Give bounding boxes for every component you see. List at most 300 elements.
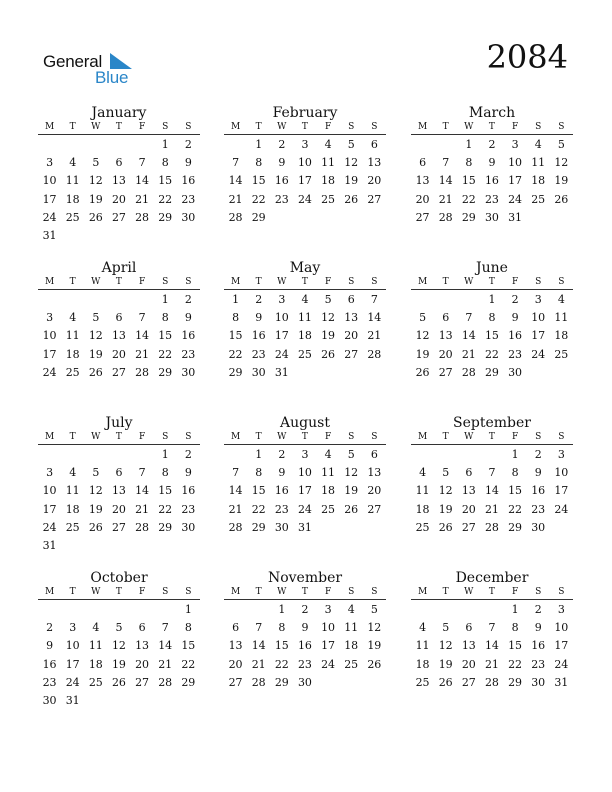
day-cell: 29	[158, 520, 173, 534]
weekday-header-row	[411, 431, 573, 445]
day-cell: 9	[511, 311, 519, 325]
weekday-header: T	[442, 587, 449, 597]
day-cell: 27	[111, 520, 126, 534]
day-cell: 16	[508, 329, 523, 343]
weekday-header: S	[535, 277, 542, 287]
day-cell: 20	[367, 174, 382, 188]
day-cell: 19	[111, 657, 126, 671]
day-cell: 7	[255, 621, 263, 635]
day-cell: 8	[184, 621, 192, 635]
weekday-header-row	[38, 586, 200, 600]
day-cell: 7	[232, 156, 240, 170]
weekday-header-row	[411, 121, 573, 135]
weekday-header: T	[115, 277, 122, 287]
day-cell: 5	[92, 311, 100, 325]
day-cell: 5	[115, 621, 123, 635]
day-cell: 23	[42, 675, 57, 689]
weekday-header: S	[535, 432, 542, 442]
day-cell: 12	[321, 311, 336, 325]
day-cell: 22	[461, 192, 476, 206]
day-cell: 24	[42, 520, 57, 534]
day-cell: 28	[135, 520, 150, 534]
day-cell: 16	[484, 174, 499, 188]
empty-day-cell	[61, 448, 84, 466]
weekday-header: T	[301, 432, 308, 442]
weekday-header: F	[138, 122, 146, 132]
day-cell: 14	[158, 639, 173, 653]
weekday-header: T	[115, 122, 122, 132]
day-cell: 7	[232, 466, 240, 480]
day-cell: 29	[251, 520, 266, 534]
day-cell: 6	[115, 311, 123, 325]
day-cell: 11	[415, 639, 430, 653]
day-cell: 18	[415, 657, 430, 671]
day-cell: 15	[228, 329, 243, 343]
day-cell: 23	[274, 192, 289, 206]
day-cell: 18	[531, 174, 546, 188]
day-cell: 12	[88, 174, 103, 188]
weekday-header: T	[255, 277, 262, 287]
day-cell: 8	[255, 466, 263, 480]
day-cell: 1	[465, 138, 473, 151]
day-cell: 22	[181, 657, 196, 671]
day-cell: 5	[324, 293, 332, 306]
day-cell: 16	[531, 484, 546, 498]
weekday-header: T	[255, 432, 262, 442]
day-cell: 18	[344, 639, 359, 653]
weekday-header: M	[230, 122, 241, 132]
weekday-header: F	[511, 587, 519, 597]
empty-day-cell	[84, 293, 107, 311]
day-cell: 11	[65, 484, 80, 498]
day-cell: 2	[278, 448, 286, 461]
weekday-header: W	[464, 122, 474, 132]
day-cell: 30	[181, 210, 196, 224]
day-cell: 2	[534, 448, 542, 461]
day-cell: 31	[297, 520, 312, 534]
empty-day-cell	[480, 603, 503, 621]
empty-day-cell	[107, 448, 130, 466]
day-cell: 19	[415, 347, 430, 361]
day-cell: 20	[111, 502, 126, 516]
day-cell: 21	[251, 657, 266, 671]
day-cell: 2	[534, 603, 542, 616]
day-cell: 21	[484, 657, 499, 671]
day-cell: 6	[115, 156, 123, 170]
day-cell: 5	[347, 448, 355, 461]
day-cell: 18	[65, 347, 80, 361]
weekday-header: T	[442, 277, 449, 287]
day-cell: 2	[488, 138, 496, 151]
day-cell: 25	[65, 365, 80, 379]
month-title: January	[91, 105, 147, 121]
day-cell: 13	[438, 329, 453, 343]
day-cell: 2	[46, 621, 54, 635]
weekday-header: S	[371, 122, 378, 132]
day-cell: 21	[228, 192, 243, 206]
day-cell: 18	[321, 484, 336, 498]
day-cell: 29	[508, 675, 523, 689]
day-cell: 25	[65, 210, 80, 224]
day-cell: 22	[508, 657, 523, 671]
day-cell: 1	[184, 603, 192, 616]
day-cell: 28	[251, 675, 266, 689]
day-cell: 13	[135, 639, 150, 653]
month-july	[38, 415, 200, 557]
weekday-header-row	[224, 276, 386, 290]
empty-day-cell	[38, 293, 61, 311]
day-cell: 26	[111, 675, 126, 689]
day-cell: 21	[135, 502, 150, 516]
day-cell: 28	[228, 520, 243, 534]
empty-day-cell	[131, 603, 154, 621]
day-cell: 8	[488, 311, 496, 325]
day-cell: 14	[228, 484, 243, 498]
month-may	[224, 260, 386, 384]
day-cell: 25	[344, 657, 359, 671]
weekday-header: W	[464, 587, 474, 597]
weekday-header: F	[511, 277, 519, 287]
day-cell: 16	[531, 639, 546, 653]
logo-general-text: General	[43, 52, 103, 71]
day-cell: 28	[438, 210, 453, 224]
day-cell: 23	[181, 192, 196, 206]
day-cell: 5	[557, 138, 565, 151]
empty-day-cell	[107, 603, 130, 621]
day-cell: 7	[138, 311, 146, 325]
day-cell: 5	[442, 466, 450, 480]
day-cell: 16	[274, 174, 289, 188]
day-grid	[411, 600, 573, 694]
day-cell: 15	[484, 329, 499, 343]
weekday-header: T	[488, 277, 495, 287]
empty-day-cell	[154, 603, 177, 621]
day-cell: 10	[42, 484, 57, 498]
weekday-header: W	[91, 122, 101, 132]
day-cell: 29	[274, 675, 289, 689]
day-cell: 12	[344, 466, 359, 480]
day-cell: 17	[42, 347, 57, 361]
day-cell: 17	[554, 639, 569, 653]
day-cell: 6	[115, 466, 123, 480]
day-cell: 4	[301, 293, 309, 306]
day-cell: 28	[367, 347, 382, 361]
day-cell: 1	[161, 293, 169, 306]
day-cell: 27	[111, 365, 126, 379]
day-cell: 31	[42, 538, 57, 552]
month-title: November	[267, 570, 343, 586]
day-cell: 3	[69, 621, 77, 635]
weekday-header-row	[38, 276, 200, 290]
day-grid	[224, 290, 386, 384]
day-cell: 24	[554, 502, 569, 516]
day-cell: 25	[415, 675, 430, 689]
day-cell: 11	[65, 174, 80, 188]
day-cell: 25	[321, 192, 336, 206]
weekday-header: S	[558, 432, 565, 442]
day-cell: 19	[344, 174, 359, 188]
day-cell: 14	[367, 311, 382, 325]
day-cell: 3	[46, 156, 54, 170]
day-cell: 9	[301, 621, 309, 635]
empty-day-cell	[131, 138, 154, 156]
day-cell: 13	[344, 311, 359, 325]
empty-day-cell	[247, 603, 270, 621]
day-cell: 4	[419, 621, 427, 635]
empty-day-cell	[411, 138, 434, 156]
day-cell: 30	[251, 365, 266, 379]
empty-day-cell	[38, 138, 61, 156]
day-cell: 30	[508, 365, 523, 379]
day-cell: 16	[297, 639, 312, 653]
day-cell: 5	[442, 621, 450, 635]
day-cell: 18	[65, 192, 80, 206]
day-cell: 2	[255, 293, 263, 306]
month-title: December	[455, 570, 529, 586]
day-grid	[411, 290, 573, 384]
day-cell: 9	[46, 639, 54, 653]
day-cell: 4	[324, 448, 332, 461]
day-cell: 20	[461, 657, 476, 671]
day-cell: 2	[511, 293, 519, 306]
day-cell: 10	[297, 156, 312, 170]
day-cell: 26	[88, 520, 103, 534]
day-cell: 1	[488, 293, 496, 306]
day-cell: 9	[488, 156, 496, 170]
weekday-header: T	[115, 587, 122, 597]
day-cell: 22	[484, 347, 499, 361]
day-cell: 7	[370, 293, 378, 306]
day-cell: 1	[511, 448, 519, 461]
day-cell: 6	[347, 293, 355, 306]
month-title: March	[468, 105, 516, 121]
day-cell: 7	[161, 621, 169, 635]
empty-day-cell	[61, 603, 84, 621]
weekday-header: M	[417, 432, 428, 442]
weekday-header: M	[230, 277, 241, 287]
day-cell: 10	[321, 621, 336, 635]
empty-day-cell	[457, 448, 480, 466]
day-cell: 3	[511, 138, 519, 151]
day-cell: 18	[415, 502, 430, 516]
month-title: February	[272, 105, 338, 121]
day-cell: 16	[274, 484, 289, 498]
day-cell: 19	[438, 502, 453, 516]
day-cell: 6	[370, 448, 378, 461]
day-cell: 21	[228, 502, 243, 516]
day-cell: 4	[69, 156, 77, 170]
day-cell: 11	[415, 484, 430, 498]
day-cell: 27	[415, 210, 430, 224]
day-cell: 31	[65, 693, 80, 707]
weekday-header: S	[348, 277, 355, 287]
day-cell: 26	[344, 192, 359, 206]
day-cell: 22	[251, 502, 266, 516]
day-grid	[38, 135, 200, 247]
day-cell: 3	[534, 293, 542, 306]
day-cell: 12	[111, 639, 126, 653]
day-cell: 10	[554, 621, 569, 635]
month-title: September	[453, 415, 531, 431]
day-cell: 27	[111, 210, 126, 224]
empty-day-cell	[457, 293, 480, 311]
weekday-header: M	[417, 587, 428, 597]
day-cell: 14	[251, 639, 266, 653]
day-cell: 1	[232, 293, 240, 306]
day-cell: 9	[534, 621, 542, 635]
day-cell: 3	[278, 293, 286, 306]
weekday-header: M	[44, 587, 55, 597]
day-cell: 20	[135, 657, 150, 671]
weekday-header: M	[44, 277, 55, 287]
day-cell: 24	[554, 657, 569, 671]
day-cell: 17	[274, 329, 289, 343]
weekday-header-row	[38, 121, 200, 135]
day-cell: 17	[42, 192, 57, 206]
year-title: 2084	[486, 38, 568, 76]
day-cell: 28	[484, 675, 499, 689]
day-cell: 23	[251, 347, 266, 361]
day-cell: 13	[367, 156, 382, 170]
day-cell: 23	[274, 502, 289, 516]
day-cell: 9	[184, 466, 192, 480]
day-grid	[224, 445, 386, 539]
day-cell: 29	[461, 210, 476, 224]
day-cell: 9	[534, 466, 542, 480]
day-cell: 19	[344, 484, 359, 498]
day-cell: 13	[461, 484, 476, 498]
weekday-header-row	[224, 431, 386, 445]
day-cell: 25	[88, 675, 103, 689]
day-cell: 8	[278, 621, 286, 635]
day-cell: 18	[88, 657, 103, 671]
day-cell: 3	[46, 466, 54, 480]
weekday-header: T	[488, 432, 495, 442]
day-cell: 8	[511, 621, 519, 635]
day-cell: 17	[65, 657, 80, 671]
day-cell: 21	[135, 347, 150, 361]
day-cell: 22	[251, 192, 266, 206]
day-cell: 16	[181, 484, 196, 498]
day-cell: 8	[161, 156, 169, 170]
day-cell: 19	[88, 192, 103, 206]
day-cell: 8	[232, 311, 240, 325]
day-cell: 29	[228, 365, 243, 379]
day-cell: 23	[508, 347, 523, 361]
day-cell: 6	[232, 621, 240, 635]
day-cell: 11	[321, 156, 336, 170]
day-cell: 26	[438, 675, 453, 689]
empty-day-cell	[480, 448, 503, 466]
day-cell: 15	[251, 174, 266, 188]
day-cell: 28	[484, 520, 499, 534]
day-cell: 11	[531, 156, 546, 170]
logo-blue-text: Blue	[95, 68, 129, 87]
day-cell: 28	[135, 210, 150, 224]
weekday-header: S	[371, 587, 378, 597]
month-february	[224, 105, 386, 229]
day-cell: 15	[158, 484, 173, 498]
weekday-header: T	[301, 587, 308, 597]
weekday-header: S	[558, 587, 565, 597]
empty-day-cell	[224, 603, 247, 621]
weekday-header: T	[255, 587, 262, 597]
day-cell: 29	[158, 365, 173, 379]
weekday-header: S	[162, 277, 169, 287]
day-cell: 18	[297, 329, 312, 343]
day-cell: 1	[511, 603, 519, 616]
day-cell: 15	[158, 174, 173, 188]
day-grid	[411, 135, 573, 229]
day-cell: 20	[344, 329, 359, 343]
day-cell: 5	[92, 156, 100, 170]
day-cell: 30	[181, 365, 196, 379]
weekday-header: T	[442, 122, 449, 132]
day-grid	[224, 600, 386, 694]
day-cell: 17	[42, 502, 57, 516]
empty-day-cell	[131, 293, 154, 311]
day-cell: 9	[278, 466, 286, 480]
weekday-header: T	[69, 587, 76, 597]
day-cell: 12	[344, 156, 359, 170]
empty-day-cell	[434, 293, 457, 311]
day-cell: 11	[554, 311, 569, 325]
day-cell: 30	[531, 520, 546, 534]
day-cell: 10	[65, 639, 80, 653]
empty-day-cell	[107, 293, 130, 311]
weekday-header: T	[115, 432, 122, 442]
day-cell: 7	[488, 621, 496, 635]
day-cell: 12	[88, 484, 103, 498]
day-cell: 7	[442, 156, 450, 170]
day-cell: 2	[184, 138, 192, 151]
day-cell: 3	[46, 311, 54, 325]
logo-triangle-icon	[110, 53, 132, 69]
day-cell: 19	[321, 329, 336, 343]
weekday-header: T	[488, 122, 495, 132]
day-cell: 12	[415, 329, 430, 343]
empty-day-cell	[457, 603, 480, 621]
weekday-header: S	[535, 122, 542, 132]
day-cell: 6	[419, 156, 427, 170]
day-cell: 15	[181, 639, 196, 653]
day-cell: 29	[484, 365, 499, 379]
day-cell: 23	[181, 347, 196, 361]
day-cell: 25	[321, 502, 336, 516]
day-cell: 24	[42, 210, 57, 224]
day-cell: 19	[88, 502, 103, 516]
weekday-header: F	[324, 587, 332, 597]
day-cell: 17	[531, 329, 546, 343]
day-cell: 9	[255, 311, 263, 325]
day-cell: 8	[255, 156, 263, 170]
day-cell: 3	[301, 448, 309, 461]
day-cell: 20	[228, 657, 243, 671]
day-cell: 14	[135, 329, 150, 343]
weekday-header: M	[417, 122, 428, 132]
day-cell: 18	[321, 174, 336, 188]
empty-day-cell	[61, 293, 84, 311]
day-cell: 17	[554, 484, 569, 498]
day-cell: 6	[370, 138, 378, 151]
day-cell: 20	[415, 192, 430, 206]
day-cell: 1	[161, 138, 169, 151]
day-cell: 30	[531, 675, 546, 689]
day-cell: 24	[321, 657, 336, 671]
day-cell: 14	[461, 329, 476, 343]
day-cell: 28	[228, 210, 243, 224]
month-march	[411, 105, 573, 229]
